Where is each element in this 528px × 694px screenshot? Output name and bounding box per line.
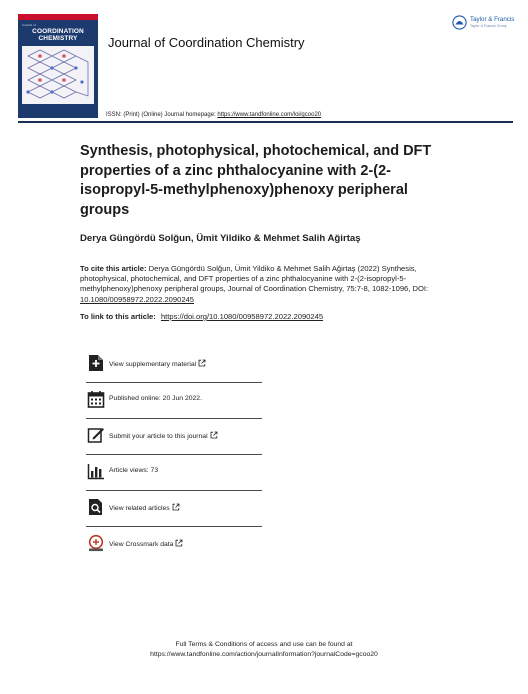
published-online-label: Published online: 20 Jun 2022. (109, 395, 202, 402)
header-divider (18, 121, 513, 123)
external-link-icon (172, 503, 180, 511)
cover-small-text: Journal of (22, 23, 37, 27)
article-title: Synthesis, photophysical, photochemical, and DFT properties of a zinc phthalocyanine with 2-(2-isopropyl-5-methylphenoxy)phenoxy peripheral groups (80, 143, 432, 218)
supplementary-material-label: View supplementary material (109, 359, 206, 368)
related-search-icon (87, 498, 105, 516)
published-online-item (86, 383, 262, 419)
article-views-item (86, 455, 262, 491)
journal-cover-image (18, 14, 98, 118)
journal-title[interactable]: Journal of Coordination Chemistry (108, 35, 305, 50)
bar-chart-icon (87, 462, 105, 480)
taylor-francis-logo-icon (452, 15, 467, 30)
external-link-icon (175, 539, 183, 547)
article-info-list (86, 347, 262, 563)
article-doi-link[interactable]: https://doi.org/10.1080/00958972.2022.2090245 (160, 312, 324, 321)
related-articles-item[interactable] (86, 491, 262, 527)
crossmark-item[interactable] (86, 527, 262, 563)
citation-label: To cite this article: (80, 264, 147, 273)
article-link-line (80, 312, 323, 321)
article-authors: Derya Güngördü Solğun, Ümit Yildiko & Mehmet Salih Ağirtaş (80, 233, 361, 244)
crossmark-icon (87, 534, 105, 552)
submit-article-label: Submit your article to this journal (109, 431, 218, 440)
supplementary-material-item[interactable] (86, 347, 262, 383)
footer (0, 640, 528, 660)
cover-title: COORDINATION CHEMISTRY (32, 28, 84, 42)
citation-text: Derya Güngördü Solğun, Ümit Yildiko & Mehmet Salih Ağirtaş (2022) Synthesis, photophysical, photochemical, and DFT properties of a zinc phthalocyanine with 2-(2-isopropyl-5-methylphenoxy)phenoxy peripheral groups, Journal of Coordination Chemistry, 75:7-8, 1082-1096, DOI: (80, 264, 429, 294)
supplementary-material-icon (87, 354, 105, 372)
article-views-label: Article views: 73 (109, 467, 159, 474)
issn-text: ISSN: (Print) (Online) Journal homepage: (106, 112, 216, 118)
related-articles-label: View related articles (109, 503, 180, 512)
cover-crystal-structure-image (22, 46, 94, 104)
issn-line (106, 112, 321, 118)
article-link-label: To link to this article: (80, 312, 156, 321)
publisher-logo[interactable] (452, 15, 514, 33)
footer-terms-text: Full Terms & Conditions of access and use can be found at (175, 641, 353, 648)
submit-edit-icon (87, 426, 105, 444)
citation-doi-link[interactable]: 10.1080/00958972.2022.2090245 (80, 294, 195, 304)
footer-terms-link[interactable]: https://www.tandfonline.com/action/journalInformation?journalCode=gcoo20 (150, 651, 378, 658)
publisher-subtitle: Taylor & Francis Group (470, 24, 507, 28)
publisher-name: Taylor & Francis (470, 16, 515, 23)
submit-article-item[interactable] (86, 419, 262, 455)
external-link-icon (210, 431, 218, 439)
journal-homepage-link[interactable]: https://www.tandfonline.com/loi/gcoo20 (217, 112, 322, 118)
crossmark-label: View Crossmark data (109, 539, 183, 548)
external-link-icon (198, 359, 206, 367)
citation-block (80, 264, 440, 305)
cover-top-band (18, 14, 98, 20)
calendar-icon (87, 390, 105, 408)
